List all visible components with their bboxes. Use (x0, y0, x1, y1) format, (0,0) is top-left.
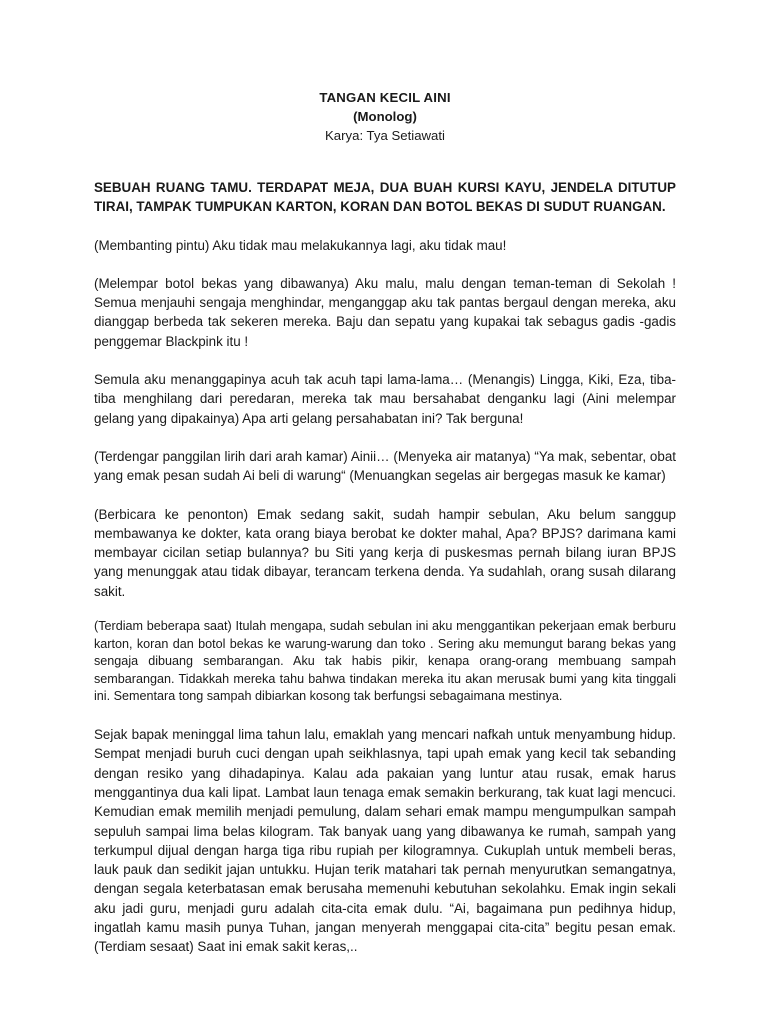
scene-description: SEBUAH RUANG TAMU. TERDAPAT MEJA, DUA BUAH KURSI KAYU, JENDELA DITUTUP TIRAI, TAMPAK TUMPUKAN KARTON, KORAN DAN BOTOL BEKAS DI SUDUT RUANGAN. (94, 180, 676, 215)
paragraph-3: Semula aku menanggapinya acuh tak acuh tapi lama-lama… (Menangis) Lingga, Kiki, Eza, tiba-tiba menghilang dari peredaran, mereka tak mau bersahabat denganku lagi (Aini melempar gelang yang dipakainya) Apa arti gelang persahabatan ini? Tak berguna! (94, 372, 676, 426)
paragraph-7: Sejak bapak meninggal lima tahun lalu, emaklah yang mencari nafkah untuk menyambung hidup. Sempat menjadi buruh cuci dengan upah seikhlasnya, tapi upah emak yang kecil tak sebanding dengan resiko yang dihadapinya. Kalau ada pakaian yang luntur atau rusak, emak harus menggantinya dua kali lipat. Lambat laun tenaga emak semakin berkurang, tak kuat lagi mencuci. Kemudian emak memilih menjadi pemulung, dalam sehari emak mampu mengumpulkan sampah sepuluh sampai lima belas kilogram. Tak banyak uang yang dibawanya ke rumah, sampah yang terkumpul dijual dengan harga tiga ribu rupiah per kilogramnya. Cukuplah untuk membeli beras, lauk pauk dan sedikit jajan untukku. Hujan terik matahari tak pernah menyurutkan semangatnya, dengan segala keterbatasan emak berusaha memenuhi kebutuhan sekolahku. Emak ingin sekali aku jadi guru, menjadi guru adalah cita-cita emak dulu. “Ai, bagaimana pun pedihnya hidup, ingatlah kamu masih punya Tuhan, jangan menyerah menggapai cita-cita” begitu pesan emak. (Terdiam sesaat) Saat ini emak sakit keras,.. (94, 727, 676, 955)
document-author: Karya: Tya Setiawati (325, 128, 445, 143)
paragraph-5: (Berbicara ke penonton) Emak sedang sakit, sudah hampir sebulan, Aku belum sanggup membawanya ke dokter, kata orang biaya berobat ke dokter mahal, Apa? BPJS? darimana kami membayar cicilan setiap bulannya? bu Siti yang kerja di puskesmas pernah bilang iuran BPJS yang menunggak atau tidak dibayar, terancam terkena denda. Ya sudahlah, orang susah dilarang sakit. (94, 506, 676, 599)
paragraph-2: (Melempar botol bekas yang dibawanya) Aku malu, malu dengan teman-teman di Sekolah ! Semua menjauhi sengaja menghindar, menganggap aku tak pantas bergaul dengan mereka, aku dianggap berbeda tak sekeren mereka. Baju dan sepatu yang kupakai tak sebagus gadis -gadis penggemar Blackpink itu ! (94, 275, 676, 349)
title-block (94, 88, 676, 145)
document-subtitle: (Monolog) (353, 109, 417, 124)
paragraph-1: (Membanting pintu) Aku tidak mau melakukannya lagi, aku tidak mau! (94, 237, 507, 253)
paragraph-4: (Terdengar panggilan lirih dari arah kamar) Ainii… (Menyeka air matanya) “Ya mak, sebentar, obat yang emak pesan sudah Ai beli di warung“ (Menuangkan segelas air bergegas masuk ke kamar) (94, 448, 676, 484)
paragraph-6: (Terdiam beberapa saat) Itulah mengapa, sudah sebulan ini aku menggantikan pekerjaan emak berburu karton, koran dan botol bekas ke warung-warung dan toko . Sering aku memungut barang bekas yang sengaja dibuang sembarangan. Aku tak habis pikir, kenapa orang-orang membuang sampah sembarangan. Tidakkah mereka tahu bahwa tindakan mereka itu akan merusak bumi yang kita tinggali ini. Sementara tong sampah dibiarkan kosong tak berfungsi sebagaimana mestinya. (94, 619, 676, 704)
document-title: TANGAN KECIL AINI (319, 90, 451, 105)
